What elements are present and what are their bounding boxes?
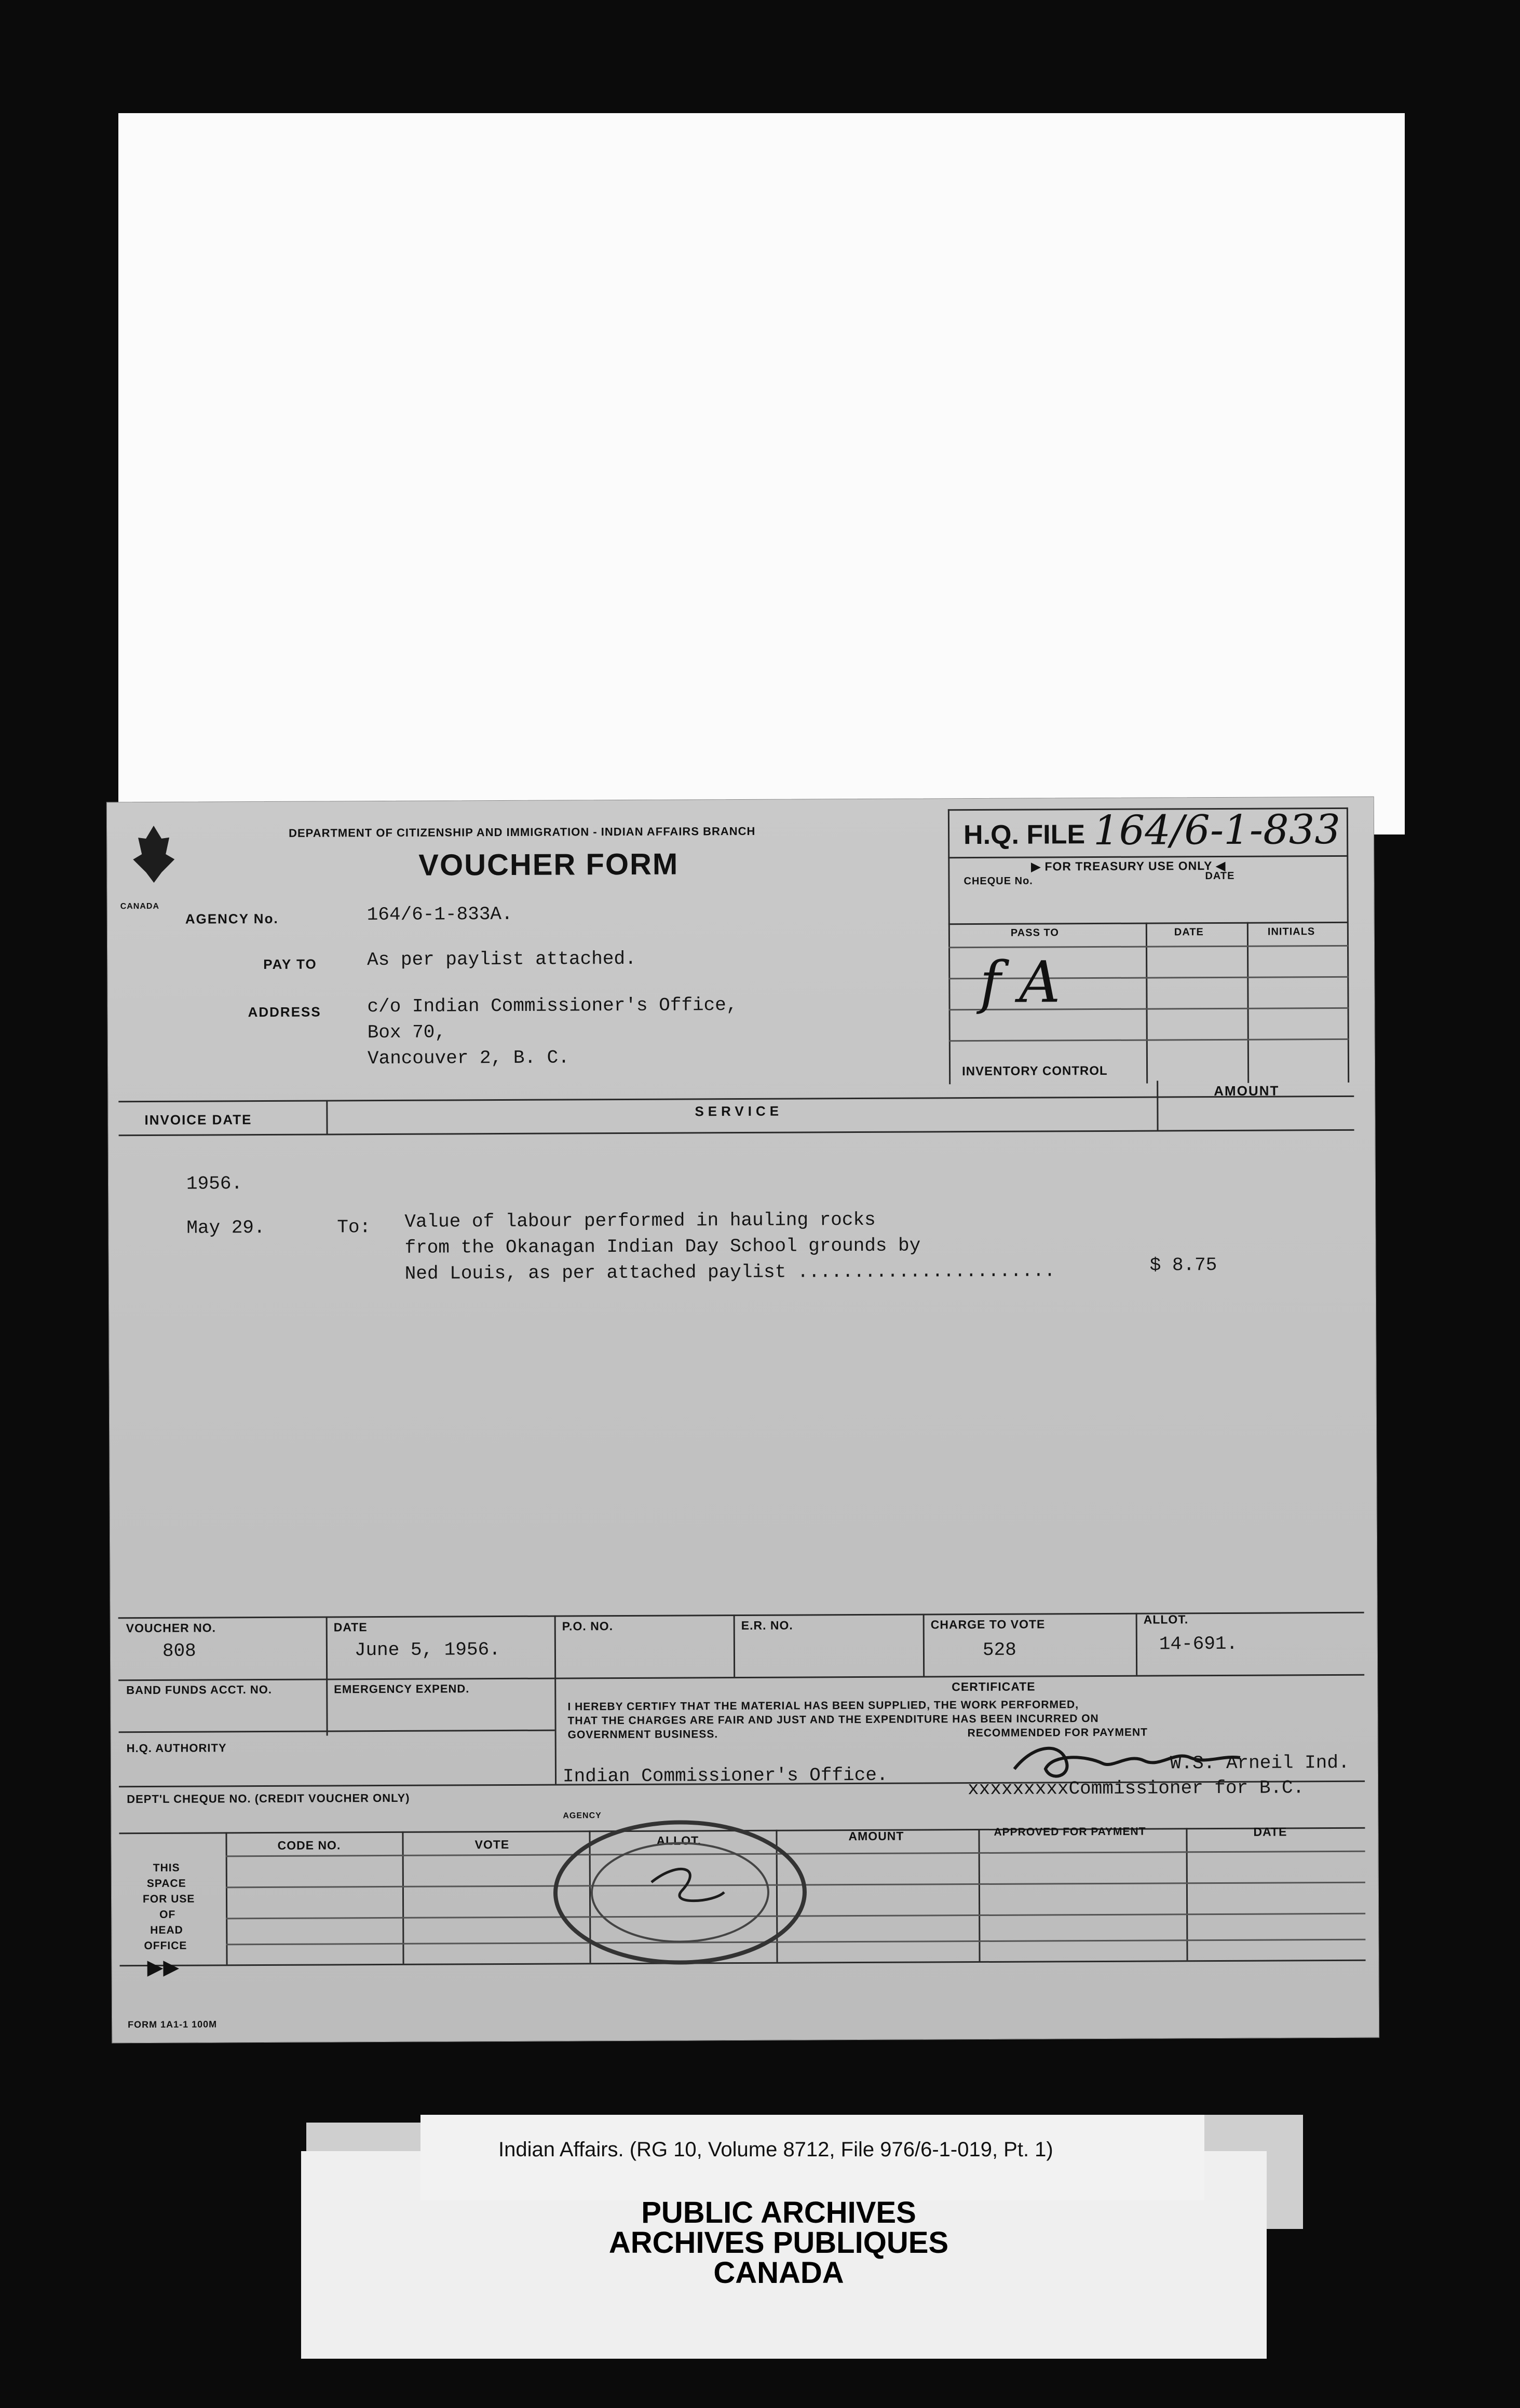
charge-to-vote-value: 528 — [982, 1639, 1016, 1661]
entry-amount: $ 8.75 — [1149, 1254, 1217, 1276]
allot-label-2: ALLOT. — [656, 1834, 702, 1848]
date-value: June 5, 1956. — [354, 1639, 500, 1661]
inventory-control-label: INVENTORY CONTROL — [962, 1063, 1108, 1079]
department-header: DEPARTMENT OF CITIZENSHIP AND IMMIGRATION - INDIAN AFFAIRS BRANCH — [289, 824, 756, 840]
treasury-label: ▶ FOR TREASURY USE ONLY ◀ — [1031, 858, 1226, 873]
archives-line-3: CANADA — [713, 2256, 844, 2290]
entry-to: To: — [337, 1216, 371, 1238]
pass-to-label: PASS TO — [1010, 927, 1059, 939]
po-no-label: P.O. NO. — [562, 1619, 614, 1633]
cheque-date-label: DATE — [1205, 870, 1235, 882]
pass-to-handwritten: f A — [980, 949, 1061, 1016]
received-stamp-icon — [547, 1814, 812, 1971]
certificate-line-2: THAT THE CHARGES ARE FAIR AND JUST AND THE EXPENDITURE HAS BEEN INCURRED ON — [567, 1713, 1099, 1727]
approved-for-payment-label: APPROVED FOR PAYMENT — [994, 1825, 1146, 1838]
recommended-label: RECOMMENDED FOR PAYMENT — [967, 1726, 1148, 1740]
hq-file-handwritten: 164/6-1-833 — [1093, 806, 1341, 855]
signer-name: W.S. Arneil Ind. — [1170, 1752, 1350, 1774]
voucher-no-label: VOUCHER NO. — [126, 1621, 216, 1635]
service-label: SERVICE — [695, 1103, 783, 1119]
arrow-icon: ▶▶ — [147, 1955, 180, 1979]
head-office-line-3: FOR USE — [142, 1893, 195, 1906]
signer-title: xxxxxxxxxCommissioner for B.C. — [968, 1777, 1305, 1800]
voucher-no-value: 808 — [162, 1640, 196, 1662]
entry-date: May 29. — [186, 1217, 265, 1239]
emergency-expend-label: EMERGENCY EXPEND. — [334, 1682, 470, 1696]
pay-to-label: PAY TO — [263, 956, 317, 973]
amount-label: AMOUNT — [1214, 1083, 1280, 1099]
canada-label: CANADA — [120, 901, 160, 911]
agency-no-label: AGENCY No. — [185, 910, 279, 927]
pass-date-label: DATE — [1174, 926, 1204, 938]
code-no-label: CODE NO. — [277, 1838, 341, 1852]
head-office-line-1: THIS — [153, 1862, 180, 1874]
agency-no-value: 164/6-1-833A. — [367, 903, 513, 926]
address-line-2: Box 70, — [367, 1021, 446, 1044]
entry-line-2: from the Okanagan Indian Day School grounds by — [404, 1235, 921, 1258]
blank-attached-page — [118, 113, 1405, 834]
amount-label-2: AMOUNT — [848, 1829, 904, 1843]
archives-stamp — [519, 2198, 1038, 2288]
er-no-label: E.R. NO. — [741, 1618, 793, 1633]
pay-to-value: As per paylist attached. — [367, 948, 636, 971]
certificate-line-3: GOVERNMENT BUSINESS. — [567, 1728, 718, 1741]
head-office-line-5: HEAD — [150, 1924, 183, 1936]
invoice-date-label: INVOICE DATE — [144, 1112, 252, 1128]
allot-label: ALLOT. — [1143, 1612, 1189, 1626]
form-title: VOUCHER FORM — [418, 847, 679, 882]
vote-label: VOTE — [474, 1837, 510, 1852]
archive-caption: Indian Affairs. (RG 10, Volume 8712, File 976/6-1-019, Pt. 1) — [498, 2138, 1053, 2161]
agency-label: AGENCY — [563, 1811, 602, 1821]
agency-name-value: Indian Commissioner's Office. — [562, 1764, 888, 1787]
initials-label: INITIALS — [1267, 926, 1315, 938]
address-line-3: Vancouver 2, B. C. — [367, 1047, 569, 1070]
date-label: DATE — [333, 1620, 368, 1634]
entry-line-3: Ned Louis, as per attached paylist ....................... — [404, 1260, 1055, 1284]
entry-line-1: Value of labour performed in hauling rocks — [404, 1209, 876, 1233]
entry-year: 1956. — [186, 1173, 243, 1195]
certificate-label: CERTIFICATE — [952, 1679, 1036, 1694]
head-office-line-6: OFFICE — [144, 1939, 187, 1952]
certificate-line-1: I HEREBY CERTIFY THAT THE MATERIAL HAS BEEN SUPPLIED, THE WORK PERFORMED, — [567, 1699, 1079, 1713]
head-office-line-4: OF — [159, 1908, 176, 1921]
charge-to-vote-label: CHARGE TO VOTE — [930, 1617, 1046, 1632]
hq-authority-label: H.Q. AUTHORITY — [126, 1741, 227, 1755]
archives-line-2: ARCHIVES PUBLIQUES — [608, 2226, 949, 2260]
dept-cheque-label: DEPT'L CHEQUE NO. (CREDIT VOUCHER ONLY) — [127, 1791, 410, 1806]
head-office-line-2: SPACE — [146, 1877, 186, 1890]
band-funds-label: BAND FUNDS ACCT. NO. — [126, 1682, 273, 1697]
canada-crest-icon — [130, 823, 178, 885]
address-line-1: c/o Indian Commissioner's Office, — [367, 994, 738, 1018]
voucher-form — [106, 797, 1379, 2044]
date-label-2: DATE — [1253, 1825, 1287, 1839]
address-label: ADDRESS — [248, 1004, 321, 1020]
cheque-no-label: CHEQUE No. — [963, 875, 1033, 887]
form-number: FORM 1A1-1 100M — [128, 2019, 218, 2030]
hq-file-label: H.Q. FILE — [963, 819, 1085, 851]
allot-value: 14-691. — [1159, 1633, 1238, 1655]
archives-line-1: PUBLIC ARCHIVES — [641, 2196, 916, 2229]
